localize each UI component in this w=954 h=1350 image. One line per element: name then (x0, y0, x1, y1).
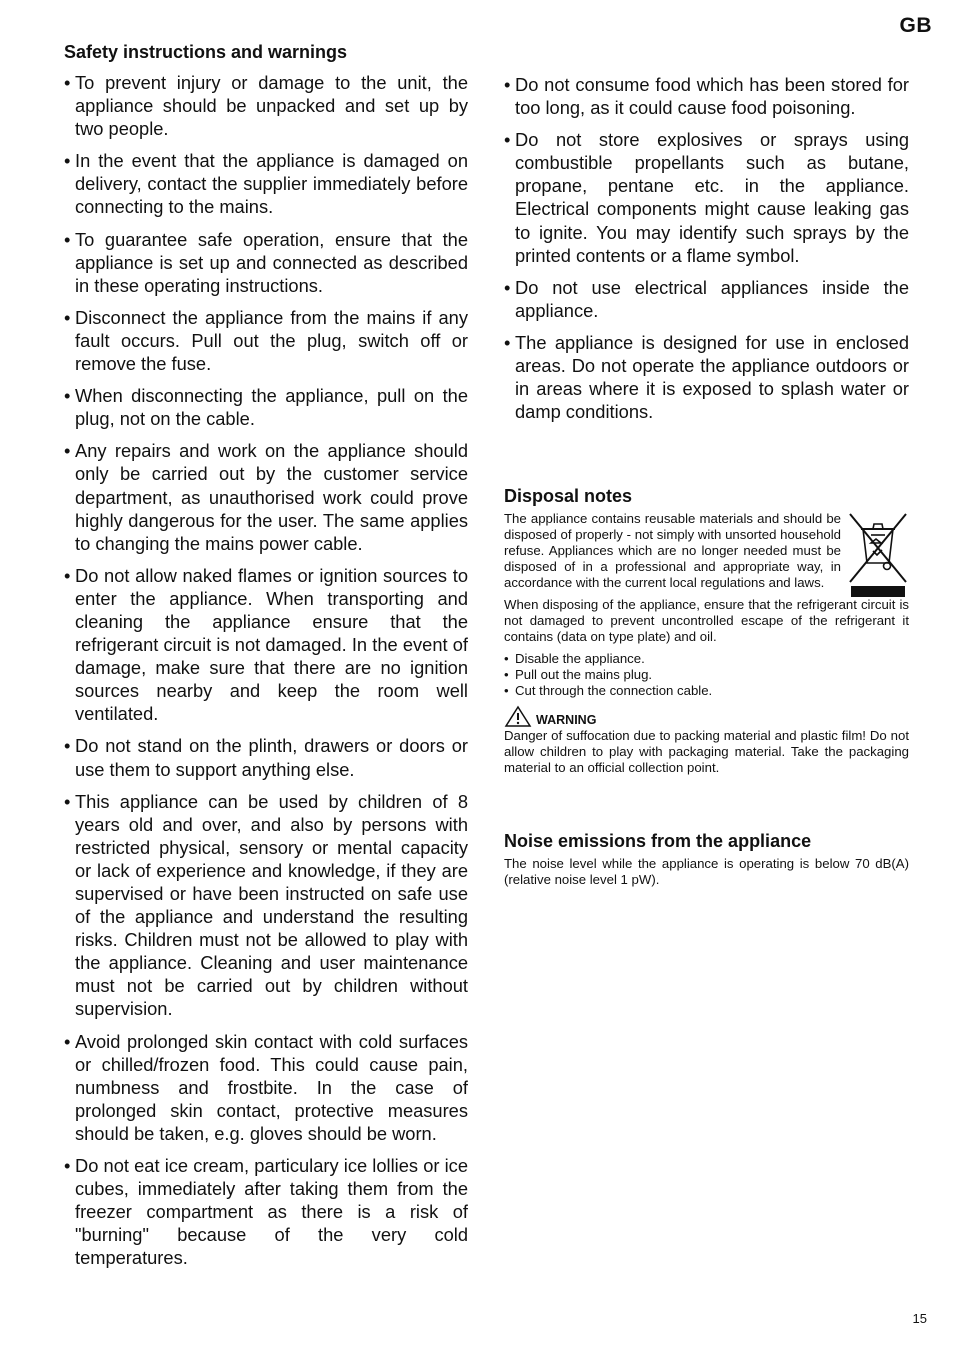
disposal-steps (504, 651, 909, 699)
safety-item: • The appliance is designed for use in enclosed areas. Do not operate the appliance outdoors or in areas where it is exposed to splash water or damp conditions. (504, 331, 909, 423)
safety-item: • Disconnect the appliance from the mains if any fault occurs. Pull out the plug, switch off or remove the fuse. (64, 306, 468, 375)
safety-item: • Do not store explosives or sprays using combustible propellants such as butane, propane, pentane etc. in the appliance. Electrical components might cause leaking gas to ignite. You may identify such sprays by the printed contents or a flame symbol. (504, 128, 909, 267)
safety-item: • Do not stand on the plinth, drawers or doors or use them to support anything else. (64, 734, 468, 780)
disposal-step: • Disable the appliance. (504, 651, 909, 667)
language-tag: GB (899, 14, 932, 37)
warning-triangle-icon (504, 705, 532, 727)
safety-item: • Do not allow naked flames or ignition sources to enter the appliance. When transporting and cleaning the appliance ensure that the refrigerant circuit is not damaged. In the event of damage, make sure that there are no ignition sources nearby and keep the room well ventilated. (64, 564, 468, 726)
disposal-step: • Cut through the connection cable. (504, 683, 909, 699)
safety-item: • To guarantee safe operation, ensure that the appliance is set up and connected as described in these operating instructions. (64, 228, 468, 297)
noise-text: The noise level while the appliance is operating is below 70 dB(A) (relative noise level 1 pW). (504, 856, 909, 888)
safety-item: • This appliance can be used by children of 8 years old and over, and also by persons with restricted physical, sensory or mental capacity or lack of experience and knowledge, if they are supervised or have been instructed on safe use of the appliance and understand the resulting risks. Children must not be allowed to play with the appliance. Cleaning and user maintenance must not be carried out by children without supervision. (64, 790, 468, 1021)
safety-list-continued (504, 73, 909, 423)
safety-item: • Avoid prolonged skin contact with cold surfaces or chilled/frozen food. This could cause pain, numbness and frostbite. In the case of prolonged skin contact, protective measures should be taken, e.g. gloves should be worn. (64, 1030, 468, 1145)
disposal-step: • Pull out the mains plug. (504, 667, 909, 683)
safety-item: • Any repairs and work on the appliance should only be carried out by the customer service department, as unauthorised work could prove highly dangerous for the user. The same applies to changing the mains power cable. (64, 439, 468, 554)
disposal-heading: Disposal notes (504, 486, 633, 507)
safety-item: • In the event that the appliance is damaged on delivery, contact the supplier immediately before connecting to the mains. (64, 149, 468, 218)
warning-text: Danger of suffocation due to packing material and plastic film! Do not allow children to play with packaging material. Take the packaging material to an official collection point. (504, 728, 909, 776)
disposal-section (504, 511, 909, 776)
disposal-paragraph-2: When disposing of the appliance, ensure that the refrigerant circuit is not damaged to prevent uncontrolled escape of the refrigerant it contains (data on type plate) and oil. (504, 597, 909, 645)
safety-item: • Do not use electrical appliances inside the appliance. (504, 276, 909, 322)
crossed-out-wheelie-bin-icon (847, 511, 909, 597)
safety-item: • Do not consume food which has been stored for too long, as it could cause food poisoning. (504, 73, 909, 119)
disposal-paragraph-1: The appliance contains reusable materials and should be disposed of properly - not simply with unsorted household refuse. Appliances which are no longer needed must be disposed of in a professional and appropriate way, in accordance with the current local regulations and laws. (504, 511, 841, 591)
safety-item: • When disconnecting the appliance, pull on the plug, not on the cable. (64, 384, 468, 430)
left-column (64, 40, 468, 1279)
safety-item: • Do not eat ice cream, particulary ice lollies or ice cubes, immediately after taking them from the freezer compartment as there is a risk of "burning" because of the very cold temperatures. (64, 1154, 468, 1269)
warning-label: WARNING (536, 713, 597, 728)
noise-heading: Noise emissions from the appliance (504, 831, 812, 852)
page-number: 15 (912, 1311, 927, 1326)
warning-header (504, 707, 909, 727)
right-column (504, 73, 909, 888)
safety-item: • To prevent injury or damage to the unit, the appliance should be unpacked and set up by two people. (64, 71, 468, 140)
safety-list (64, 71, 468, 1270)
safety-heading: Safety instructions and warnings (64, 42, 348, 62)
